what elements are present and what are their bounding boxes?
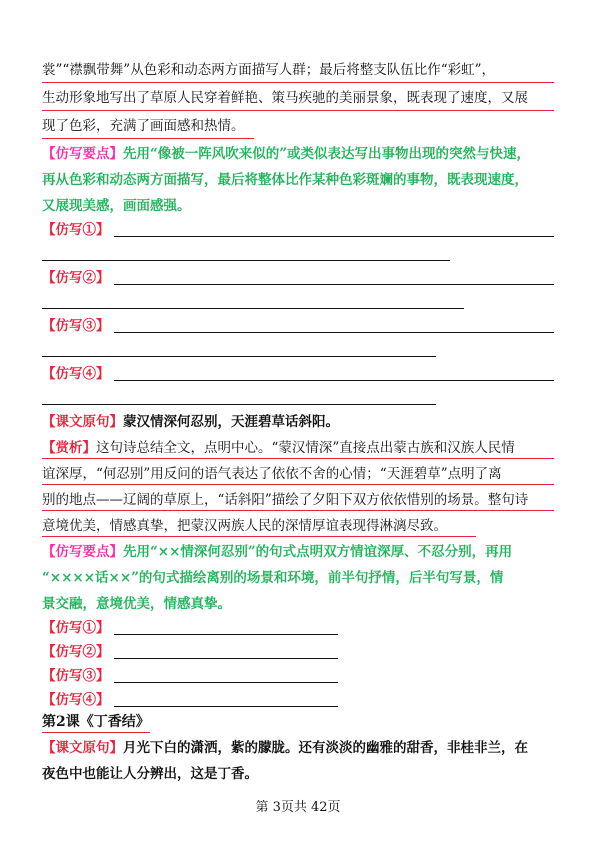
imitate-label-3: 【仿写③】 xyxy=(42,318,110,334)
tip-label: 【仿写要点】 xyxy=(42,544,123,560)
original-label: 【课文原句】 xyxy=(42,414,123,430)
tip-line xyxy=(42,542,554,562)
underline xyxy=(42,536,476,537)
appreciation-line: 谊深厚，“何忍别”用反问的语气表达了依依不舍的心情；“天涯碧草”点明了离 xyxy=(42,466,502,482)
imitate-label-1: 【仿写①】 xyxy=(42,222,110,238)
underline xyxy=(42,510,554,511)
tip-line: 又展现美感，画面感强。 xyxy=(42,198,191,214)
imitate-label-4: 【仿写④】 xyxy=(42,692,110,708)
answer-line[interactable] xyxy=(114,682,338,683)
tip-line: “××××话××”的句式描绘离别的场景和环境，前半句抒情，后半句写景，情 xyxy=(42,570,504,586)
imitate-label-2: 【仿写②】 xyxy=(42,270,110,286)
answer-line[interactable] xyxy=(42,404,436,405)
answer-line[interactable] xyxy=(114,332,554,333)
underline xyxy=(42,110,554,111)
page-footer: 第 3页共 42页 xyxy=(255,800,341,815)
paragraph-line: 裳”“襟飘带舞”从色彩和动态两方面描写人群；最后将整支队伍比作“彩虹”， xyxy=(42,62,496,78)
underline xyxy=(42,484,554,485)
answer-line[interactable] xyxy=(114,706,338,707)
appreciation-label: 【赏析】 xyxy=(42,440,96,456)
imitate-label-1: 【仿写①】 xyxy=(42,620,110,636)
appreciation-line xyxy=(42,438,554,458)
original-line: 夜色中也能让人分辨出，这是丁香。 xyxy=(42,766,258,782)
appreciation-line: 意境优美，情感真挚，把蒙汉两族人民的深情厚谊表现得淋漓尽致。 xyxy=(42,518,447,534)
answer-line[interactable] xyxy=(114,634,338,635)
tip-line xyxy=(42,144,554,164)
original-text: 蒙汉情深何忍别，天涯碧草话斜阳。 xyxy=(123,414,339,430)
answer-line[interactable] xyxy=(114,236,554,237)
appreciation-text: 这句诗总结全文，点明中心。“蒙汉情深”直接点出蒙古族和汉族人民情 xyxy=(96,440,515,456)
appreciation-line: 别的地点——辽阔的草原上，“话斜阳”描绘了夕阳下双方依依惜别的场景。整句诗 xyxy=(42,492,529,508)
answer-line[interactable] xyxy=(114,284,554,285)
answer-line[interactable] xyxy=(114,380,554,381)
original-line xyxy=(42,738,554,758)
answer-line[interactable] xyxy=(42,260,450,261)
lesson-title xyxy=(42,712,150,732)
answer-line[interactable] xyxy=(114,658,338,659)
paragraph-line: 生动形象地写出了草原人民穿着鲜艳、策马疾驰的美丽景象，既表现了速度，又展 xyxy=(42,90,528,106)
original-line xyxy=(42,412,554,432)
tip-line: 景交融，意境优美，情感真挚。 xyxy=(42,596,231,612)
underline xyxy=(42,458,554,459)
original-label: 【课文原句】 xyxy=(42,740,123,756)
lesson-title-underline xyxy=(42,732,150,733)
tip-line: 再从色彩和动态两方面描写，最后将整体比作某种色彩斑斓的事物，既表现速度， xyxy=(42,172,528,188)
original-text: 月光下白的潇洒，紫的朦胧。还有淡淡的幽雅的甜香，非桂非兰，在 xyxy=(123,740,528,756)
answer-line[interactable] xyxy=(42,356,436,357)
tip-text: 先用“像被一阵风吹来似的”或类似表达写出事物出现的突然与快速， xyxy=(123,146,531,162)
imitate-label-4: 【仿写④】 xyxy=(42,366,110,382)
tip-label: 【仿写要点】 xyxy=(42,146,123,162)
imitate-label-3: 【仿写③】 xyxy=(42,668,110,684)
paragraph-line: 现了色彩，充满了画面感和热情。 xyxy=(42,118,245,134)
underline xyxy=(42,138,254,139)
answer-line[interactable] xyxy=(42,308,464,309)
lesson-title-text: 第2课《丁香结》 xyxy=(42,714,150,730)
imitate-label-2: 【仿写②】 xyxy=(42,644,110,660)
tip-text: 先用“××情深何忍别”的句式点明双方情谊深厚、不忍分别，再用 xyxy=(123,544,513,560)
underline xyxy=(42,82,554,83)
